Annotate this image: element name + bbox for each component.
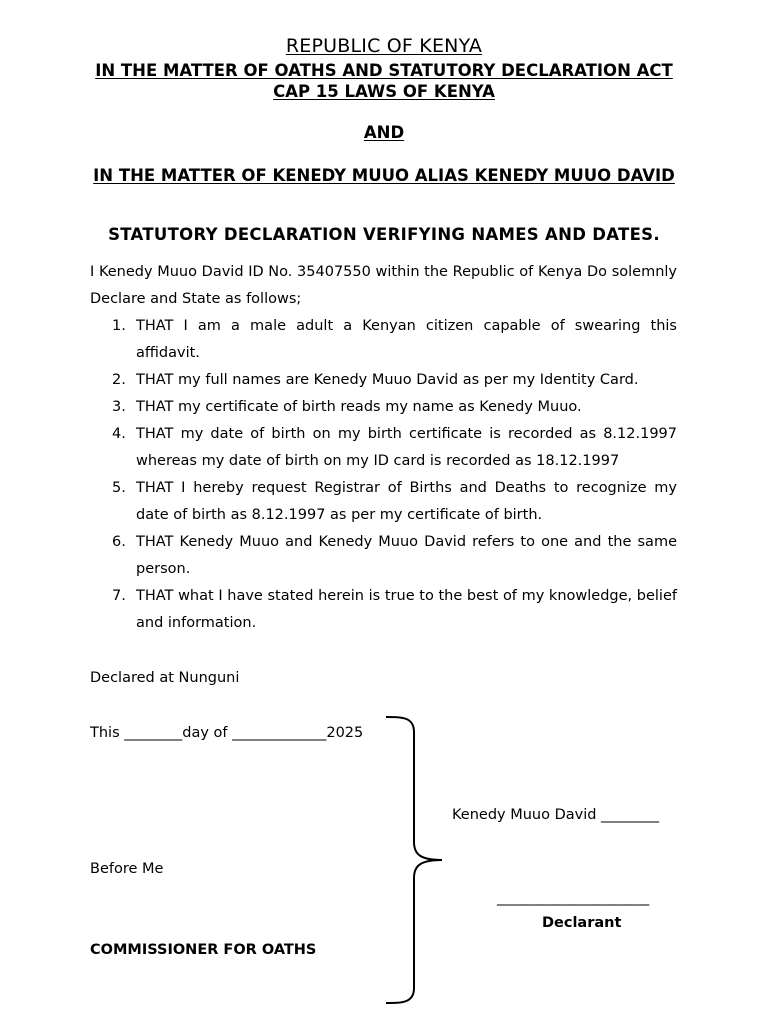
heading-matter-name: IN THE MATTER OF KENEDY MUUO ALIAS KENEDY MUUO DAVID (93, 166, 675, 185)
declarant-label: Declarant (542, 915, 622, 931)
list-item (90, 394, 677, 421)
list-item-number: 5. (112, 480, 126, 496)
list-item-text: THAT Kenedy Muuo and Kenedy Muuo David refers to one and the same person. (136, 534, 677, 577)
list-item-number: 2. (112, 372, 126, 388)
declaration-points-list (90, 313, 677, 637)
commissioner-for-oaths: COMMISSIONER FOR OATHS (90, 942, 317, 958)
list-item-text: THAT I am a male adult a Kenyan citizen capable of swearing this affidavit. (136, 318, 677, 361)
list-item-number: 3. (112, 399, 126, 415)
heading-and: AND (363, 123, 405, 142)
list-item-text: THAT my certificate of birth reads my name as Kenedy Muuo. (136, 399, 582, 415)
before-me: Before Me (90, 861, 164, 877)
list-item (90, 313, 677, 367)
list-item-text: THAT my full names are Kenedy Muuo David as per my Identity Card. (136, 372, 639, 388)
list-item (90, 421, 677, 475)
list-item-text: THAT my date of birth on my birth certificate is recorded as 8.12.1997 whereas my date of birth on my ID card is recorded as 18.12.1997 (136, 426, 677, 469)
list-item (90, 367, 677, 394)
list-item-number: 7. (112, 588, 126, 604)
list-item-number: 6. (112, 534, 126, 550)
heading-republic: REPUBLIC OF KENYA (285, 35, 483, 57)
list-item-text: THAT what I have stated herein is true to the best of my knowledge, belief and information. (136, 588, 677, 631)
heading-matter-act: IN THE MATTER OF OATHS AND STATUTORY DECLARATION ACT CAP 15 LAWS OF KENYA (95, 61, 673, 101)
list-item (90, 475, 677, 529)
list-item (90, 529, 677, 583)
list-item (90, 583, 677, 637)
date-line: This ________day of _____________2025 (90, 725, 364, 741)
declaration-title: STATUTORY DECLARATION VERIFYING NAMES AND DATES. (108, 225, 660, 244)
declarant-name-line: Kenedy Muuo David ________ (452, 807, 660, 823)
signature-line: _____________________ (497, 890, 650, 906)
list-item-number: 1. (112, 318, 126, 334)
list-item-number: 4. (112, 426, 126, 442)
list-item-text: THAT I hereby request Registrar of Births and Deaths to recognize my date of birth as 8.12.1997 as per my certificate of birth. (136, 480, 677, 523)
intro-paragraph: I Kenedy Muuo David ID No. 35407550 within the Republic of Kenya Do solemnly Declare and State as follows; (90, 264, 677, 307)
curly-brace-icon (380, 712, 450, 1012)
declared-at: Declared at Nunguni (90, 670, 240, 686)
